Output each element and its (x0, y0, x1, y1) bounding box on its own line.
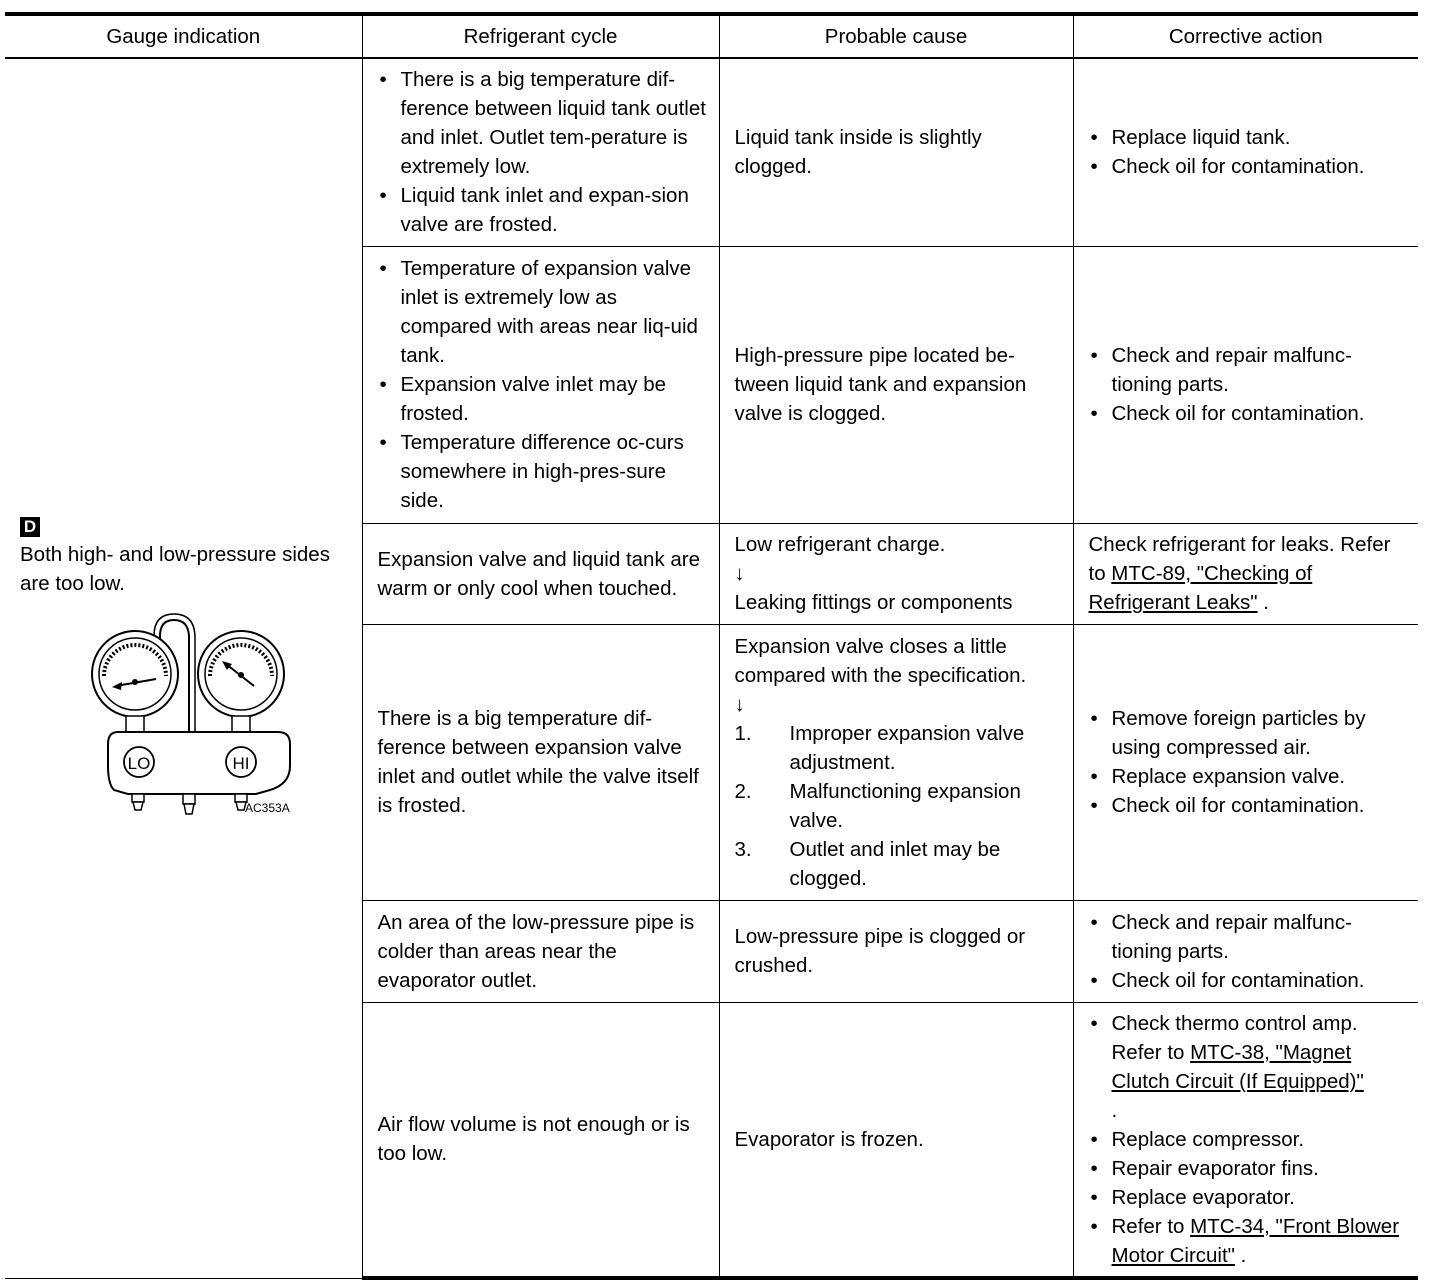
lo-gauge-dial (92, 631, 178, 732)
list-item: • Check oil for contamination. (1089, 399, 1409, 428)
list-item: • Replace evaporator. (1089, 1183, 1409, 1212)
row1-cause: Liquid tank inside is slightly clogged. (719, 58, 1073, 246)
row1-action (1073, 58, 1418, 246)
row3-cause (719, 523, 1073, 624)
row2-cause: High-pressure pipe located be-tween liquid tank and expansion valve is clogged. (719, 246, 1073, 523)
down-arrow-icon: ↓ (734, 562, 745, 585)
row3-cycle: Expansion valve and liquid tank are warm or only cool when touched. (362, 523, 719, 624)
row2-action (1073, 246, 1418, 523)
row6-cause: Evaporator is frozen. (719, 1002, 1073, 1278)
row4-cause (719, 624, 1073, 900)
list-item: • Refer to MTC-34, "Front Blower Motor Circuit" . (1089, 1212, 1409, 1270)
figure-code: AC353A (245, 800, 290, 815)
list-item: 3. Outlet and inlet may be clogged. (734, 837, 1001, 890)
list-item: • Check oil for contamination. (1089, 152, 1409, 181)
list-item: • Remove foreign particles by using compressed air. (1089, 704, 1409, 762)
list-item: • Check thermo control amp. Refer to MTC-38, "Magnet Clutch Circuit (If Equipped)" . (1089, 1009, 1409, 1125)
header-corrective-action: Corrective action (1073, 14, 1418, 58)
action-text: Check refrigerant for leaks. Refer to (1088, 533, 1391, 585)
list-item: • Expansion valve inlet may be frosted. (378, 370, 709, 428)
link-mtc-34[interactable]: MTC-34, "Front Blower Motor Circuit" (1111, 1214, 1400, 1267)
list-item: • Check and repair malfunc-tioning parts. (1089, 341, 1409, 399)
action-suffix: . (1257, 591, 1269, 614)
list-item: • There is a big temperature dif-ference between liquid tank outlet and inlet. Outlet tem-perature is extremely low. (378, 65, 709, 181)
lo-label: LO (127, 753, 151, 773)
row5-cycle: An area of the low-pressure pipe is colder than areas near the evaporator outlet. (362, 900, 719, 1002)
list-item: • Liquid tank inlet and expan-sion valve are frosted. (378, 181, 709, 239)
list-item: • Temperature difference oc-curs somewhere in high-pres-sure side. (378, 428, 709, 515)
list-item: • Check oil for contamination. (1089, 791, 1409, 820)
gauge-indication-cell (5, 58, 362, 1278)
manifold-gauge-figure (8, 606, 308, 826)
list-item: 2. Malfunctioning expansion valve. (734, 779, 1021, 832)
link-mtc-38[interactable]: MTC-38, "Magnet Clutch Circuit (If Equipped)" (1111, 1040, 1364, 1093)
header-probable-cause: Probable cause (719, 14, 1073, 58)
row5-cause: Low-pressure pipe is clogged or crushed. (719, 900, 1073, 1002)
hi-label: HI (232, 753, 250, 773)
down-arrow-icon: ↓ (734, 692, 745, 716)
row5-action (1073, 900, 1418, 1002)
link-mtc-89[interactable]: MTC-89, "Checking of Refrigerant Leaks" (1088, 562, 1313, 614)
table-row (5, 58, 1418, 246)
hi-gauge-dial (198, 631, 284, 732)
header-row (5, 14, 1418, 58)
row6-cycle: Air flow volume is not enough or is too low. (362, 1002, 719, 1278)
troubleshooting-table (5, 12, 1418, 1280)
list-item: • Temperature of expansion valve inlet is extremely low as compared with areas near liq-uid tank. (378, 254, 709, 370)
list-item: • Replace expansion valve. (1089, 762, 1409, 791)
list-item: • Check oil for contamination. (1089, 966, 1409, 995)
list-item: • Replace liquid tank. (1089, 123, 1409, 152)
row1-cycle (362, 58, 719, 246)
row2-cycle (362, 246, 719, 523)
gauge-description: Both high- and low-pressure sides are too low. (20, 542, 330, 595)
list-item: 1. Improper expansion valve adjustment. (734, 721, 1025, 774)
row4-cycle: There is a big temperature dif-ference between expansion valve inlet and outlet while the valve itself is frosted. (362, 624, 719, 900)
list-item: • Repair evaporator fins. (1089, 1154, 1409, 1183)
header-refrigerant-cycle: Refrigerant cycle (362, 14, 719, 58)
row6-action (1073, 1002, 1418, 1278)
cause-intro: Expansion valve closes a little compared with the specification. (734, 634, 1027, 687)
cause-line: Low refrigerant charge. (734, 533, 946, 556)
row4-action (1073, 624, 1418, 900)
header-gauge-indication: Gauge indication (5, 14, 362, 58)
row3-action (1073, 523, 1418, 624)
list-item: • Replace compressor. (1089, 1125, 1409, 1154)
gauge-badge: D (20, 511, 352, 540)
cause-line: Leaking fittings or components (734, 591, 1013, 614)
list-item: • Check and repair malfunc-tioning parts. (1089, 908, 1409, 966)
